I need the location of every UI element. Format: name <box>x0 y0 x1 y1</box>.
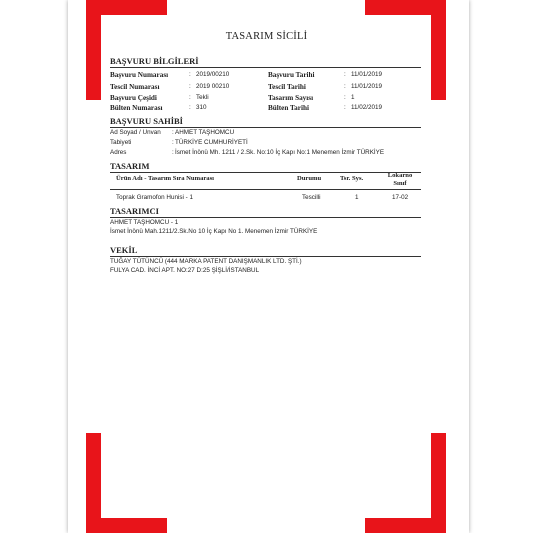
colon: : <box>172 139 174 146</box>
value-bulten-numarasi: 310 <box>196 104 207 111</box>
vekil-name: TUĞAY TÜTÜNCÜ (444 MARKA PATENT DANIŞMANLIK LTD. ŞTİ.) <box>110 258 302 265</box>
colon: : <box>189 83 191 90</box>
value-tabiyeti: TÜRKİYE CUMHURİYETİ <box>175 139 248 146</box>
table-header-rule <box>110 189 421 190</box>
column-header-lokarno-sinif: Lokarno Sınıf <box>387 172 413 187</box>
value-basvuru-cesidi: Tekli <box>196 94 209 101</box>
label-bulten-numarasi: Bülten Numarası <box>110 104 163 112</box>
corner-top-left-vertical <box>86 0 101 100</box>
value-tescil-numarasi: 2019 00210 <box>196 83 230 90</box>
document-title: TASARIM SİCİLİ <box>225 31 308 42</box>
section-heading-tasarim: TASARIM <box>110 161 421 173</box>
cell-urun-adi: Toprak Gramofon Hunisi - 1 <box>116 194 193 201</box>
cell-lokarno-sinif: 17-02 <box>392 194 409 201</box>
colon: : <box>189 71 191 78</box>
tasarimci-name: AHMET TAŞHOMCU - 1 <box>110 219 179 226</box>
cell-durumu: Tescilli <box>302 194 321 201</box>
colon: : <box>344 104 346 111</box>
colon: : <box>344 94 346 101</box>
vekil-address: FULYA CAD. İNCİ APT. NO:27 D:25 ŞİŞLİ/İSTANBUL <box>110 267 260 274</box>
tasarimci-address: İsmet İnönü Mah.1211/2.Sk.No 10 İç Kapı No 1. Menemen İzmir TÜRKİYE <box>110 228 318 235</box>
colon: : <box>172 149 174 156</box>
label-adres: Adres <box>110 149 127 156</box>
section-heading-basvuru-bilgileri: BAŞVURU BİLGİLERİ <box>110 56 421 68</box>
value-basvuru-numarasi: 2019/00210 <box>196 71 230 78</box>
value-bulten-tarihi: 11/02/2019 <box>351 104 383 111</box>
column-header-urun-adi: Ürün Adı - Tasarım Sıra Numarası <box>116 175 215 182</box>
cell-tsr-sys: 1 <box>355 194 359 201</box>
colon: : <box>189 104 191 111</box>
label-tescil-tarihi: Tescil Tarihi <box>268 83 306 91</box>
value-basvuru-tarihi: 11/01/2019 <box>351 71 383 78</box>
label-bulten-tarihi: Bülten Tarihi <box>268 104 309 112</box>
column-header-durumu: Durumu <box>297 175 322 182</box>
corner-bottom-left-vertical <box>86 433 101 533</box>
label-tescil-numarasi: Tescil Numarası <box>110 83 160 91</box>
label-tasarim-sayisi: Tasarım Sayısı <box>268 94 314 102</box>
colon: : <box>344 71 346 78</box>
corner-bottom-right-vertical <box>431 433 446 533</box>
section-heading-vekil: VEKİL <box>110 245 421 257</box>
value-tescil-tarihi: 11/01/2019 <box>351 83 383 90</box>
label-basvuru-tarihi: Başvuru Tarihi <box>268 71 315 79</box>
value-adres: İsmet İnönü Mh. 1211 / 2.Sk. No:10 İç Kapı No:1 Menemen İzmir TÜRKİYE <box>175 149 385 156</box>
colon: : <box>189 94 191 101</box>
column-header-tsr-sys: Tsr. Sys. <box>340 175 364 182</box>
section-heading-tasarimci: TASARIMCI <box>110 206 421 218</box>
value-tasarim-sayisi: 1 <box>351 94 355 101</box>
colon: : <box>172 129 174 136</box>
label-tabiyeti: Tabiyeti <box>110 139 132 146</box>
label-basvuru-numarasi: Başvuru Numarası <box>110 71 169 79</box>
corner-top-right-vertical <box>431 0 446 100</box>
label-ad-soyad: Ad Soyad / Unvan <box>110 129 161 136</box>
value-ad-soyad: AHMET TAŞHOMCU <box>175 129 235 136</box>
section-heading-basvuru-sahibi: BAŞVURU SAHİBİ <box>110 116 421 128</box>
colon: : <box>344 83 346 90</box>
label-basvuru-cesidi: Başvuru Çeşidi <box>110 94 157 102</box>
